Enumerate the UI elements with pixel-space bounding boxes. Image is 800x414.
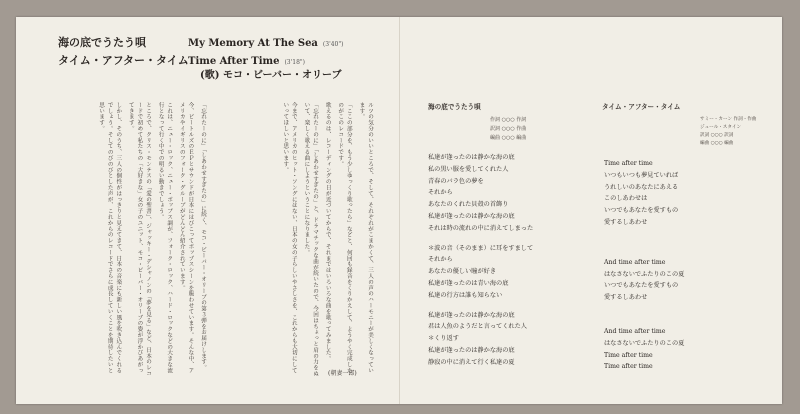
lyrics-left-title-block bbox=[428, 101, 481, 111]
liner-paragraph: ルツの気分のいいところで、そして、それぞれがこまかくて、三人の声のハーモニーが美しくなっています。 bbox=[358, 102, 373, 374]
lyrics-left-title: 海の底でうたう唄 bbox=[428, 103, 481, 111]
lyrics-right-title: タイム・アフター・タイム bbox=[602, 103, 681, 111]
lyric-line: あなたのくれた貝殻の首飾り bbox=[428, 201, 509, 209]
liner-notes-column-1 bbox=[56, 102, 207, 378]
lyric-line: それから bbox=[428, 189, 453, 197]
song-duration-2: (3'18") bbox=[284, 59, 306, 66]
lyric-line: 私達が逢ったのは静かな海の底 bbox=[428, 212, 515, 220]
lyric-line: 私達が逢ったのは静かな海の底 bbox=[428, 346, 515, 354]
song-title-en-2: Time After Time bbox=[188, 56, 280, 67]
lyrics-left-credits bbox=[490, 116, 526, 143]
credit-line: ジュール・スタイン bbox=[700, 125, 742, 130]
song-title-ja-1: 海の底でうたう唄 bbox=[58, 36, 146, 49]
song-titles bbox=[58, 34, 343, 70]
lyric-line: それから bbox=[428, 256, 453, 264]
artist-credit: (歌) モコ・ビーバー・オリーブ bbox=[200, 70, 342, 81]
lyric-line: ＊くり返す bbox=[428, 335, 459, 343]
song-title-en-1: My Memory At The Sea bbox=[188, 38, 318, 49]
lyric-line: 君は人魚のようだと言ってくれた人 bbox=[428, 323, 527, 331]
song-title-ja-2: タイム・アフター・タイム bbox=[58, 54, 189, 67]
lyric-line: 愛するしあわせ bbox=[604, 294, 648, 302]
liner-paragraph: 今まで、アメリカのヒット・ソングにはない、日本の女の子らしいやさしさを、これからも大切にしていってほしいと思います。 bbox=[282, 102, 297, 374]
liner-paragraph: 歌えるのは、レコーディングの日が近づいてからで、それまではいろいろな曲を歌ってみました。 bbox=[324, 102, 331, 362]
liner-signature: (朝妻一郎) bbox=[328, 370, 357, 377]
lyric-line: Time after time bbox=[604, 351, 653, 359]
lyrics-right-lines bbox=[604, 158, 684, 373]
liner-paragraph: ところで、クリス・モンテスの「愛の聖書」、ジャッキー・デシャノンの「夢を見る」など、日本のレコードで初めて私たちの「大好きな」女の子のユニット、モコ・ビーバー・オリーブの姿が浮かびあがってきます。 bbox=[127, 102, 152, 377]
lyric-line: 愛するしあわせ bbox=[604, 218, 648, 226]
lyric-line: Time after time bbox=[604, 160, 653, 167]
lyric-line: あなたの優しい瞳が好き bbox=[428, 268, 497, 276]
liner-paragraph: 今、ビートルズのＥＰとサウンドが日本にはびこってポップスシーンを賑わせています。そんな中、アメリカやイギリスのフォーク・グループがどんどん紹介されています。 bbox=[178, 102, 194, 374]
liner-notes-column-2 bbox=[226, 102, 374, 378]
lyric-line: いつでもあなたを愛すもの bbox=[604, 207, 679, 215]
lyric-line: Time after time bbox=[604, 363, 653, 371]
lyric-line: それは時の流れの中に消えてしまった bbox=[428, 224, 534, 232]
credit-line: 編曲 ○○○ 編曲 bbox=[490, 135, 527, 141]
lyric-line: And time after time bbox=[604, 327, 666, 335]
lyric-line: このしあわせは bbox=[604, 195, 648, 203]
lyric-line: And time after time bbox=[604, 258, 666, 266]
lyric-line: 静寂の中に消えて行く私達の夏 bbox=[428, 358, 515, 366]
lyric-line: 私の黒い服を愛してくれた人 bbox=[428, 165, 509, 173]
lyric-line: 私達の行方は誰も知らない bbox=[428, 291, 503, 299]
credit-line: サミー・カーン 作詞・作曲 bbox=[700, 117, 757, 122]
credit-line: 作詞 ○○○ 作詞 bbox=[490, 117, 527, 123]
lyric-line: うれしいのあなたにあえる bbox=[604, 183, 679, 191]
lyric-line: はなさないでふたりのこの夏 bbox=[604, 339, 685, 347]
stanza-gap bbox=[428, 302, 533, 310]
liner-paragraph: これは、ニュー・ロック、ニュー・ポップス調が、フォーク・ロック、ハード・ロックなどの大きな流行となって行く中での明るい動きでしょう。 bbox=[157, 102, 173, 374]
liner-paragraph: 「忘れたーのに」「しあわせすぎたの」に続く、モコ・ビーバー・オリーブの第３弾をお届けします。 bbox=[200, 102, 206, 371]
liner-paragraph: 「忘れたーのに」「しあわせすぎたの」と、ドラマチックな曲が続いたので、今回はちょっと肩の力をぬいて、楽しく歌える曲にしようということになりました。 bbox=[303, 102, 319, 377]
lyric-line: 私達が逢ったのは静かな海の底 bbox=[428, 154, 515, 161]
lyrics-left-lines bbox=[428, 152, 533, 369]
lyric-line: いつもいつも夢見ていれば bbox=[604, 171, 679, 179]
liner-paragraph: 「ここの部分を、もう少しゆっくり歌ったら」などと、何回も録音をくりかえして、ようやく完成したのがこのレコードです。 bbox=[337, 102, 352, 374]
lyric-line: 青春のバラ色の夢を bbox=[428, 177, 484, 185]
stanza-gap bbox=[604, 229, 684, 257]
credit-line: 訳詞 ○○○ 作曲 bbox=[490, 126, 527, 132]
title-row-1 bbox=[58, 34, 343, 52]
lyrics-right-title-block bbox=[602, 101, 680, 111]
stanza-gap bbox=[604, 304, 684, 326]
lyrics-right-credits bbox=[700, 116, 757, 148]
lyric-line: はなさないでふたりのこの夏 bbox=[604, 270, 685, 278]
liner-paragraph: しかし、そのうち、三人の個性がはっきりと見えてきて、日本の音楽にも新しい風を吹き込んでくれるでしょう。そしてのびのびとした声が、これからのレコードでさらに成長していくことを期待したいと思います。 bbox=[98, 102, 122, 374]
credit-line: 訳詞 ○○○ 訳詞 bbox=[700, 133, 734, 138]
song-duration-1: (3'40") bbox=[322, 41, 344, 48]
lyric-line: いつでもあなたを愛すもの bbox=[604, 282, 679, 290]
center-fold bbox=[399, 17, 400, 404]
lyric-line: 私達が逢ったのは静かな海の底 bbox=[428, 311, 515, 319]
lyric-line: 私達が逢ったのは青い海の底 bbox=[428, 279, 509, 287]
stanza-gap bbox=[428, 235, 533, 243]
lyric-line: ＊波の音（そのまま）に耳をすまして bbox=[428, 244, 534, 252]
credit-line: 編曲 ○○○ 編曲 bbox=[700, 141, 734, 146]
